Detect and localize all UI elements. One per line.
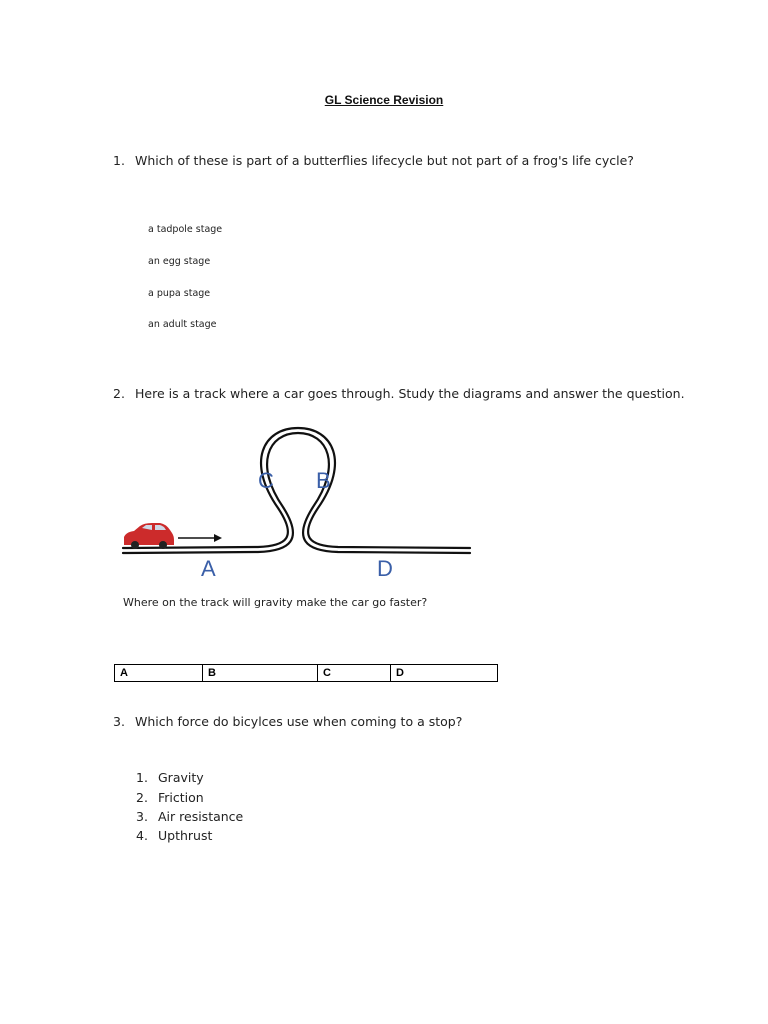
car-icon bbox=[124, 523, 174, 549]
answer-cell: B bbox=[203, 665, 318, 682]
question-text: Which of these is part of a butterflies lifecycle but not part of a frog's life cycle? bbox=[135, 153, 634, 168]
list-label: Air resistance bbox=[158, 809, 244, 824]
question-text: Which force do bicylces use when coming to a stop? bbox=[135, 714, 463, 729]
list-number: 3. bbox=[136, 809, 148, 824]
question-2 bbox=[113, 386, 685, 401]
list-number: 4. bbox=[136, 828, 148, 843]
question-text: Here is a track where a car goes through. Study the diagrams and answer the question. bbox=[135, 386, 685, 401]
list-label: Friction bbox=[158, 790, 204, 805]
question-number: 2. bbox=[113, 386, 125, 401]
arrow-right-icon bbox=[178, 534, 222, 542]
track-diagram bbox=[118, 420, 478, 620]
list-item bbox=[136, 790, 204, 805]
option-4: an adult stage bbox=[148, 319, 217, 330]
list-number: 2. bbox=[136, 790, 148, 805]
label-c: C bbox=[258, 468, 274, 493]
list-number: 1. bbox=[136, 770, 148, 785]
page-title: GL Science Revision bbox=[324, 93, 444, 107]
question-number: 3. bbox=[113, 714, 125, 729]
diagram-caption: Where on the track will gravity make the car go faster? bbox=[123, 596, 428, 609]
question-1 bbox=[113, 153, 634, 168]
question-3 bbox=[113, 714, 462, 729]
label-b: B bbox=[316, 468, 331, 493]
option-1: a tadpole stage bbox=[148, 224, 223, 235]
answer-cell: D bbox=[391, 665, 498, 682]
list-item bbox=[136, 809, 243, 824]
option-2: an egg stage bbox=[148, 256, 211, 267]
list-label: Gravity bbox=[158, 770, 204, 785]
table-row bbox=[115, 665, 498, 682]
answer-cell: C bbox=[318, 665, 391, 682]
answer-table bbox=[114, 664, 498, 682]
track-loop bbox=[123, 428, 470, 553]
list-label: Upthrust bbox=[158, 828, 213, 843]
answer-cell: A bbox=[115, 665, 203, 682]
label-a: A bbox=[201, 556, 216, 581]
question-number: 1. bbox=[113, 153, 125, 168]
list-item bbox=[136, 770, 204, 785]
list-item bbox=[136, 828, 212, 843]
label-d: D bbox=[377, 556, 393, 581]
option-3: a pupa stage bbox=[148, 288, 211, 299]
